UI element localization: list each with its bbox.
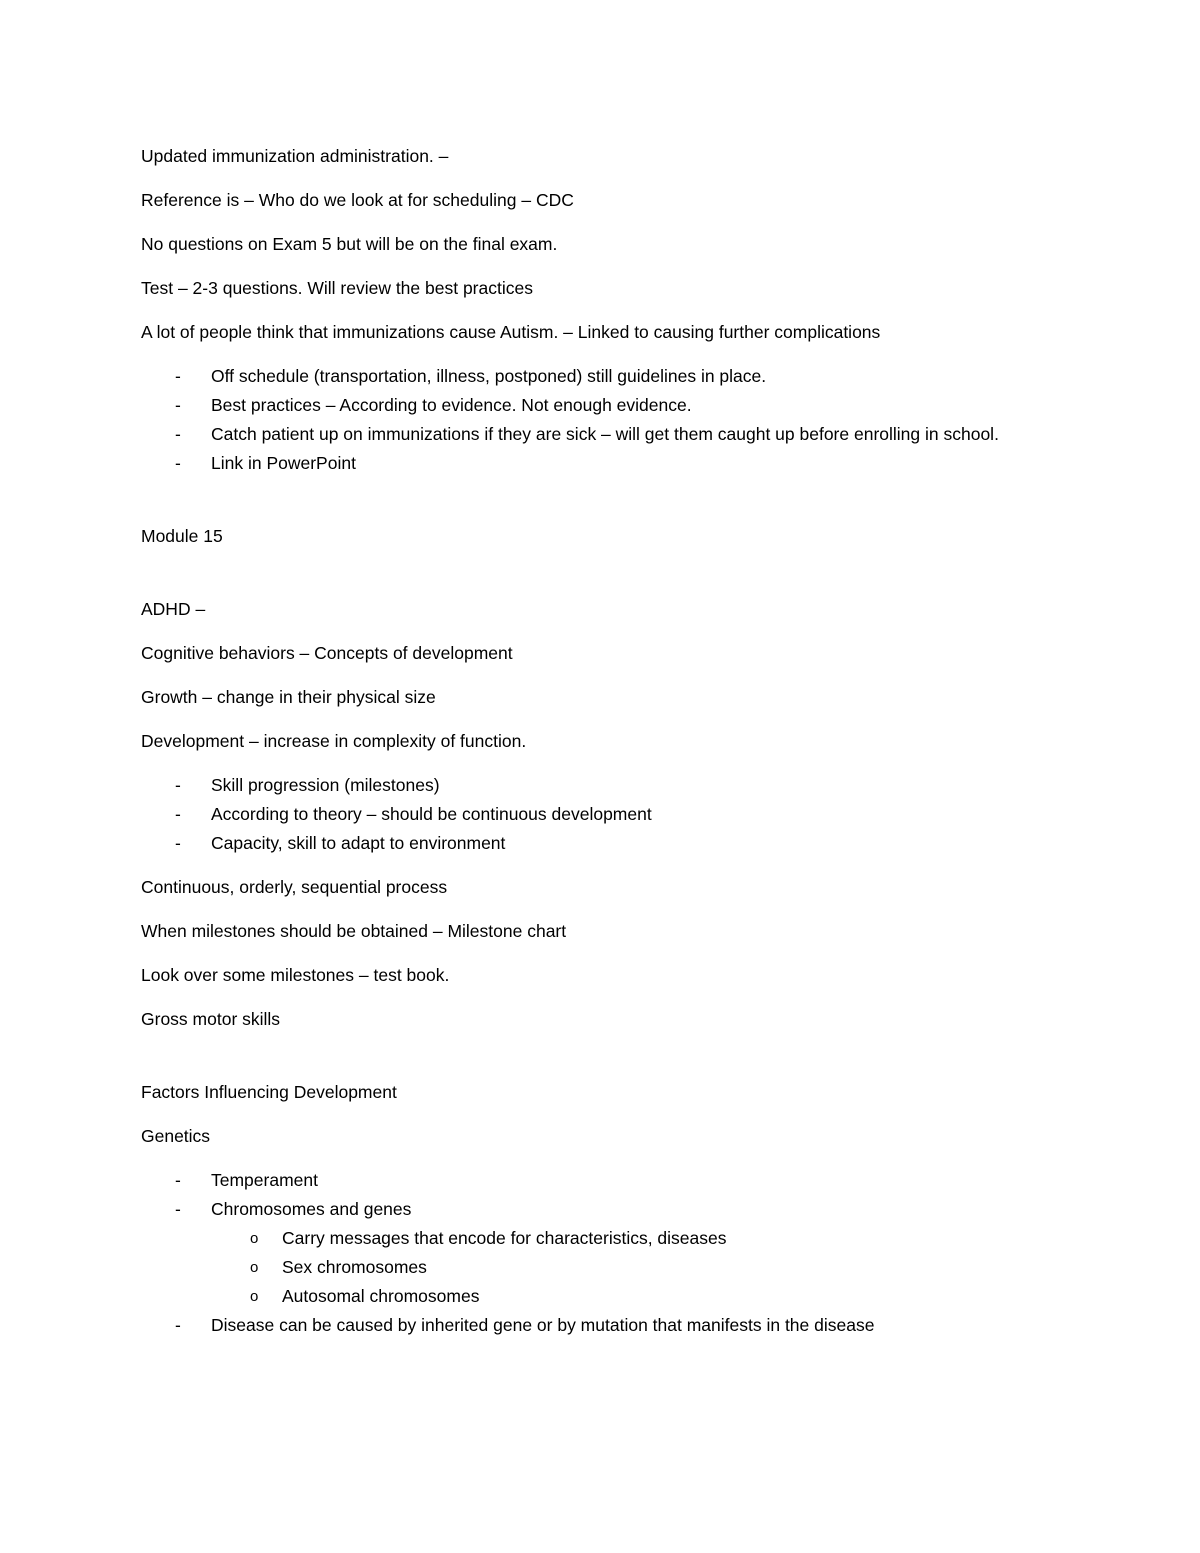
dash-bullet: - (175, 424, 181, 444)
heading-genetics: Genetics (141, 1126, 211, 1146)
list-item-text: Best practices – According to evidence. Not enough evidence. (211, 395, 692, 415)
sub-list-item-text: Autosomal chromosomes (282, 1286, 480, 1306)
text-gross-motor: Gross motor skills (141, 1009, 281, 1029)
text-milestones: When milestones should be obtained – Milestone chart (141, 921, 567, 941)
list-item-text: Temperament (211, 1170, 318, 1190)
text-reference: Reference is – Who do we look at for scheduling – CDC (141, 190, 574, 210)
list-item-text: Off schedule (transportation, illness, postponed) still guidelines in place. (211, 366, 767, 386)
list-item-text: Link in PowerPoint (211, 453, 356, 473)
text-cognitive: Cognitive behaviors – Concepts of development (141, 643, 513, 663)
development-bullet-list (141, 771, 1061, 858)
list-item (141, 771, 1061, 800)
list-item (141, 1195, 1061, 1224)
circle-bullet: o (250, 1288, 259, 1305)
list-item (141, 1166, 1061, 1195)
document-body (141, 142, 1061, 1355)
text-autism: A lot of people think that immunizations cause Autism. – Linked to causing further complications (141, 322, 881, 342)
dash-bullet: - (175, 1315, 181, 1335)
text-no-questions: No questions on Exam 5 but will be on the final exam. (141, 234, 558, 254)
list-item-text: Disease can be caused by inherited gene or by mutation that manifests in the disease (211, 1315, 875, 1335)
list-item-text: According to theory – should be continuous development (211, 804, 652, 824)
list-item-text: Catch patient up on immunizations if they are sick – will get them caught up before enrolling in school. (211, 424, 999, 444)
text-growth: Growth – change in their physical size (141, 687, 436, 707)
list-item-text: Chromosomes and genes (211, 1199, 412, 1219)
dash-bullet: - (175, 804, 181, 824)
list-item-text: Capacity, skill to adapt to environment (211, 833, 506, 853)
heading-factors: Factors Influencing Development (141, 1082, 397, 1102)
text-test: Test – 2-3 questions. Will review the best practices (141, 278, 533, 298)
dash-bullet: - (175, 366, 181, 386)
list-item (141, 829, 1061, 858)
sub-list-item (141, 1253, 1061, 1282)
dash-bullet: - (175, 1170, 181, 1190)
list-item (141, 1311, 1061, 1340)
list-item (141, 800, 1061, 829)
dash-bullet: - (175, 775, 181, 795)
genetics-bullet-list (141, 1166, 1061, 1340)
heading-module: Module 15 (141, 526, 223, 546)
heading-adhd: ADHD – (141, 599, 206, 619)
chromosome-sub-list (141, 1224, 1061, 1311)
heading-immunization: Updated immunization administration. – (141, 146, 449, 166)
text-look-over: Look over some milestones – test book. (141, 965, 450, 985)
list-item (141, 420, 1061, 449)
sub-list-item (141, 1282, 1061, 1311)
immunization-bullet-list (141, 362, 1061, 478)
dash-bullet: - (175, 453, 181, 473)
dash-bullet: - (175, 1199, 181, 1219)
text-development: Development – increase in complexity of function. (141, 731, 527, 751)
list-item (141, 362, 1061, 391)
list-item (141, 449, 1061, 478)
dash-bullet: - (175, 833, 181, 853)
circle-bullet: o (250, 1259, 259, 1276)
list-item (141, 391, 1061, 420)
list-item-text: Skill progression (milestones) (211, 775, 440, 795)
text-continuous: Continuous, orderly, sequential process (141, 877, 448, 897)
sub-list-item-text: Sex chromosomes (282, 1257, 427, 1277)
nested-list-container (141, 1224, 1061, 1311)
circle-bullet: o (250, 1230, 259, 1247)
dash-bullet: - (175, 395, 181, 415)
sub-list-item (141, 1224, 1061, 1253)
sub-list-item-text: Carry messages that encode for characteristics, diseases (282, 1228, 727, 1248)
